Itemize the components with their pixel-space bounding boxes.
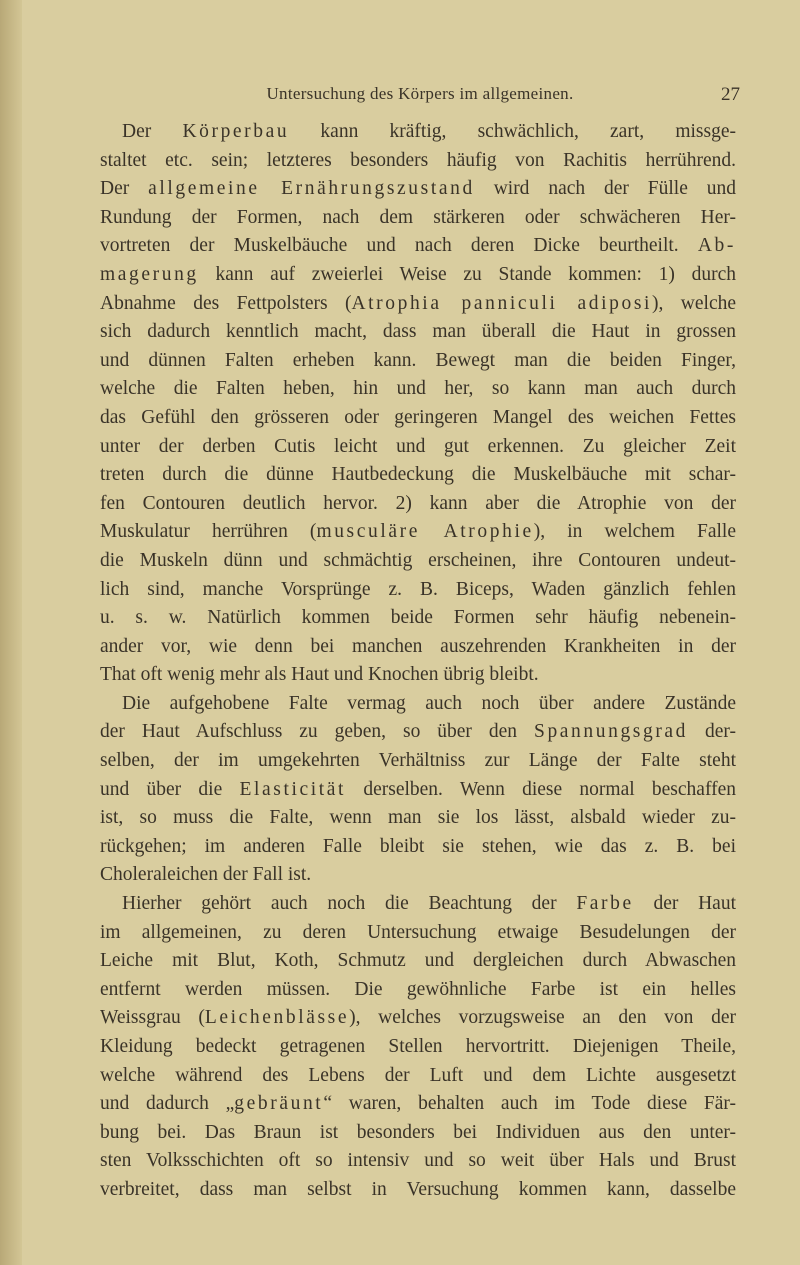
text-segment: der- — [688, 721, 737, 743]
text-segment: lich sind, manche Vorsprünge z. B. Biceps, Waden gänzlich fehlen — [100, 578, 736, 600]
text-line — [100, 747, 736, 776]
text-line — [100, 1062, 736, 1091]
text-line — [100, 175, 736, 204]
text-line — [100, 490, 736, 519]
text-line — [100, 890, 736, 919]
text-line — [100, 318, 736, 347]
text-line — [100, 718, 736, 747]
text-line — [100, 690, 736, 719]
text-line — [100, 976, 736, 1005]
text-line — [100, 1119, 736, 1148]
text-line — [100, 204, 736, 233]
text-segment: bung bei. Das Braun ist besonders bei Individuen aus den unter- — [100, 1121, 736, 1143]
page-binding-edge — [0, 0, 22, 1265]
spaced-emphasis: Leichenblässe — [204, 1007, 350, 1029]
spaced-emphasis: Atrophia panniculi adiposi — [351, 292, 653, 314]
text-segment: Leiche mit Blut, Koth, Schmutz und dergleichen durch Abwaschen — [100, 950, 736, 972]
text-line — [100, 404, 736, 433]
text-segment: Die aufgehobene Falte vermag auch noch über andere Zustände — [122, 692, 736, 714]
text-segment: Weissgrau ( — [100, 1007, 205, 1029]
text-segment: und dadurch „ — [100, 1093, 235, 1115]
text-line — [100, 776, 736, 805]
text-segment: ), welches vorzugsweise an den von der — [349, 1007, 736, 1029]
text-segment: kann auf zweierlei Weise zu Stande kommen: 1) durch — [198, 263, 736, 285]
text-line — [100, 1090, 736, 1119]
text-line — [100, 147, 736, 176]
text-line — [100, 833, 736, 862]
text-line — [100, 461, 736, 490]
text-segment: welche die Falten heben, hin und her, so kann man auch durch — [100, 378, 736, 400]
spaced-emphasis: Farbe — [576, 893, 634, 915]
text-segment: die Muskeln dünn und schmächtig erscheinen, ihre Contouren undeut- — [100, 549, 736, 571]
text-segment: “ waren, behalten auch im Tode diese Fär- — [323, 1093, 736, 1115]
text-segment: vortreten der Muskelbäuche und nach deren Dicke beurtheilt. — [100, 235, 698, 257]
text-segment: rückgehen; im anderen Falle bleibt sie stehen, wie das z. B. bei — [100, 835, 736, 857]
text-line — [100, 1176, 736, 1205]
spaced-emphasis: allgemeine Ernährungszustand — [148, 178, 475, 200]
text-segment: ), in welchem Falle — [533, 521, 736, 543]
text-line — [100, 118, 736, 147]
text-line — [100, 947, 736, 976]
text-line — [100, 547, 736, 576]
running-header — [100, 84, 740, 110]
text-segment: das Gefühl den grösseren oder geringeren Mangel des weichen Fettes — [100, 406, 736, 428]
text-segment: u. s. w. Natürlich kommen beide Formen sehr häufig nebenein- — [100, 607, 736, 629]
text-segment: Der — [122, 121, 183, 142]
text-line — [100, 347, 736, 376]
text-segment: ), welche — [652, 292, 736, 314]
text-line — [100, 261, 736, 290]
text-segment: Abnahme des Fettpolsters ( — [100, 292, 352, 314]
text-line — [100, 661, 736, 690]
text-line — [100, 633, 736, 662]
text-line — [100, 1033, 736, 1062]
spaced-emphasis: Elasticität — [239, 778, 347, 800]
text-segment: und über die — [100, 778, 240, 800]
text-line — [100, 433, 736, 462]
text-segment: treten durch die dünne Hautbedeckung die Muskelbäuche mit schar- — [100, 464, 736, 486]
spaced-emphasis: Spannungsgrad — [534, 721, 689, 743]
text-segment: der Haut — [633, 893, 736, 915]
text-line — [100, 604, 736, 633]
spaced-emphasis: gebräunt — [234, 1093, 324, 1115]
text-line — [100, 804, 736, 833]
body-text — [100, 118, 736, 1205]
text-line — [100, 861, 736, 890]
text-segment: sich dadurch kenntlich macht, dass man überall die Haut in grossen — [100, 321, 736, 343]
page-number: 27 — [721, 84, 740, 105]
text-line — [100, 576, 736, 605]
text-line — [100, 232, 736, 261]
text-segment: Hierher gehört auch noch die Beachtung der — [122, 893, 577, 915]
text-segment: ander vor, wie denn bei manchen auszehrenden Krankheiten in der — [100, 635, 736, 657]
text-segment: That oft wenig mehr als Haut und Knochen übrig bleibt. — [100, 664, 539, 686]
text-segment: wird nach der Fülle und — [474, 178, 736, 200]
text-line — [100, 1004, 736, 1033]
text-segment: Choleraleichen der Fall ist. — [100, 864, 312, 886]
text-segment: ist, so muss die Falte, wenn man sie los lässt, alsbald wieder zu- — [100, 807, 736, 829]
text-line — [100, 1147, 736, 1176]
spaced-emphasis: Ab- — [697, 235, 736, 257]
text-segment: entfernt werden müssen. Die gewöhnliche Farbe ist ein helles — [100, 978, 736, 1000]
spaced-emphasis: Körperbau — [182, 121, 290, 142]
text-line — [100, 518, 736, 547]
text-segment: unter der derben Cutis leicht und gut erkennen. Zu gleicher Zeit — [100, 435, 736, 457]
text-segment: staltet etc. sein; letzteres besonders häufig von Rachitis herrührend. — [100, 149, 736, 171]
text-line — [100, 375, 736, 404]
text-segment: und dünnen Falten erheben kann. Bewegt man die beiden Finger, — [100, 349, 736, 371]
text-segment: fen Contouren deutlich hervor. 2) kann aber die Atrophie von der — [100, 492, 736, 514]
spaced-emphasis: magerung — [100, 263, 199, 285]
text-segment: sten Volksschichten oft so intensiv und so weit über Hals und Brust — [100, 1150, 736, 1172]
running-title: Untersuchung des Körpers im allgemeinen. — [266, 84, 574, 103]
text-segment: im allgemeinen, zu deren Untersuchung etwaige Besudelungen der — [100, 921, 736, 943]
text-segment: selben, der im umgekehrten Verhältniss zur Länge der Falte steht — [100, 750, 736, 772]
text-line — [100, 290, 736, 319]
text-line — [100, 919, 736, 948]
spaced-emphasis: musculäre Atrophie — [316, 521, 534, 543]
text-segment: der Haut Aufschluss zu geben, so über den — [100, 721, 534, 743]
text-segment: Kleidung bedeckt getragenen Stellen hervortritt. Diejenigen Theile, — [100, 1036, 736, 1057]
text-segment: derselben. Wenn diese normal beschaffen — [346, 778, 736, 800]
text-segment: welche während des Lebens der Luft und dem Lichte ausgesetzt — [100, 1064, 736, 1086]
text-segment: verbreitet, dass man selbst in Versuchung kommen kann, dasselbe — [100, 1178, 736, 1200]
text-segment: Der — [100, 178, 149, 200]
text-segment: Rundung der Formen, nach dem stärkeren oder schwächeren Her- — [100, 206, 736, 228]
text-segment: Muskulatur herrühren ( — [100, 521, 317, 543]
text-segment: kann kräftig, schwächlich, zart, missge- — [289, 121, 736, 142]
